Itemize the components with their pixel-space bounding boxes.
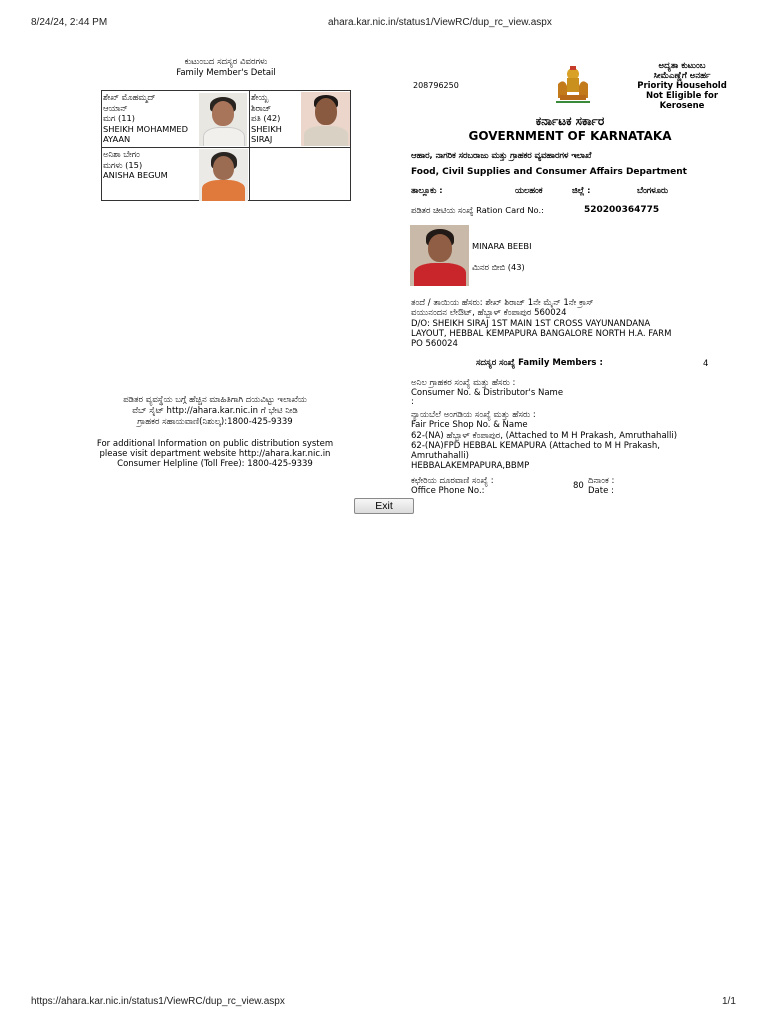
- fps-label-en: Fair Price Shop No. & Name: [411, 420, 528, 430]
- info-en-line1: For additional Information on public distribution system: [96, 439, 334, 449]
- head-name-kn: ಮಿನರ ಬೀಬಿ (43): [472, 262, 525, 272]
- ration-card-number: 520200364775: [584, 205, 660, 215]
- dept-kn: ಆಹಾರ, ನಾಗರಿಕ ಸರಬರಾಜು ಮತ್ತು ಗ್ರಾಹಕರ ವ್ಯವಹಾರಗಳ ಇಲಾಖೆ: [411, 150, 592, 160]
- ration-card-label: ಪಡಿತರ ಚೀಟಿಯ ಸಂಖ್ಯೆ Ration Card No.:: [411, 205, 544, 215]
- household-en1: Priority Household: [637, 81, 727, 91]
- address-en-line1: D/O: SHEIKH SIRAJ 1ST MAIN 1ST CROSS VAYUNANDANA: [411, 319, 651, 329]
- member-name-husband: ಶೇಯ್ಖ ಶಿರಾಜ್ ಪತಿ (42) SHEIKH SIRAJ: [251, 92, 282, 144]
- taluk-label: ತಾಲ್ಲೂಕು :: [411, 185, 443, 195]
- head-name-en: MINARA BEEBI: [472, 241, 532, 251]
- parent-name-kn: ತಂದೆ / ತಾಯಿಯ ಹೆಸರು: ಶೇಖ್ ಶಿರಾಜ್ 1ನೇ ಮೈನ್ 1ನೇ ಕ್ರಾಸ್: [411, 298, 594, 308]
- member-name-son: ಶೇಖ್ ಮೊಹಮ್ಮದ್ ಆಯಾನ್ ಮಗ (11) SHEIKH MOHAMMED AYAAN: [103, 92, 189, 144]
- fps-line4: HEBBALAKEMPAPURA,BBMP: [411, 461, 530, 471]
- family-title-kn: ಕುಟುಂಬದ ಸದಸ್ಯರ ವಿವರಗಳು: [184, 57, 268, 67]
- member-cell: [102, 91, 198, 147]
- gov-title-kn: ಕರ್ನಾಟಕ ಸರ್ಕಾರ: [535, 114, 605, 128]
- member-cell: [250, 91, 300, 147]
- office-phone-label-kn: ಕಛೇರಿಯ ದೂರವಾಣಿ ಸಂಖ್ಯೆ :: [411, 476, 494, 486]
- fps-line1: 62-(NA) ಹೆಬ್ಬಾಳ್ ಕೆಂಪಾಪುರ, (Attached to M H Prakash, Amruthahalli): [411, 431, 678, 441]
- consumer-label-en: Consumer No. & Distributor's Name: [411, 388, 564, 398]
- print-url: https://ahara.kar.nic.in/status1/ViewRC/dup_rc_view.aspx: [31, 996, 285, 1007]
- member-photo-son: [199, 93, 247, 146]
- household-en2: Not Eligible for: [645, 91, 719, 101]
- fps-label-kn: ನ್ಯಾಯಬೆಲೆ ಅಂಗಡಿಯ ಸಂಖ್ಯೆ ಮತ್ತು ಹೆಸರು :: [411, 410, 536, 420]
- info-en-line3: Consumer Helpline (Toll Free): 1800-425-9339: [117, 459, 313, 469]
- info-en-line2: please visit department website http://ahara.kar.nic.in: [99, 449, 331, 459]
- karnataka-emblem-icon: [552, 64, 594, 106]
- family-title-en: Family Member's Detail: [176, 68, 276, 78]
- print-page-number: 1/1: [722, 996, 736, 1007]
- fps-line3: Amruthahalli): [411, 451, 469, 461]
- dept-en: Food, Civil Supplies and Consumer Affairs Department: [411, 167, 687, 177]
- family-members-label: ಸದಸ್ಯರ ಸಂಖ್ಯೆ Family Members :: [476, 358, 603, 368]
- taluk-value: ಯಲಹಂಕ: [515, 185, 543, 195]
- date-label-kn: ದಿನಾಂಕ :: [588, 476, 615, 486]
- member-photo-husband: [301, 92, 350, 146]
- consumer-label-kn: ಅನಿಲ ಗ್ರಾಹಕರ ಸಂಖ್ಯೆ ಮತ್ತು ಹೆಸರು :: [411, 378, 516, 388]
- exit-button[interactable]: Exit: [354, 498, 414, 514]
- office-phone-label-en: Office Phone No.:: [411, 486, 485, 496]
- member-name-daughter: ಅನಿಶಾ ಬೇಗಂ ಮಗಳು (15) ANISHA BEGUM: [103, 149, 168, 180]
- gov-title-en: GOVERNMENT OF KARNATAKA: [468, 129, 672, 143]
- info-kn-line2: ವೆಬ್ ಸೈಟ್ http://ahara.kar.nic.in ಗೆ ಭೇಟಿ ನೀಡಿ: [132, 406, 298, 416]
- info-kn-line1: ಪಡಿತರ ವ್ಯವಸ್ಥೆಯ ಬಗ್ಗೆ ಹೆಚ್ಚಿನ ಮಾಹಿತಿಗಾಗಿ ದಯವಿಟ್ಟು ಇಲಾಖೆಯ: [123, 395, 307, 405]
- family-members-table: [101, 90, 351, 201]
- address-en-line2: LAYOUT, HEBBAL KEMPAPURA BANGALORE NORTH H.A. FARM: [411, 329, 672, 339]
- household-kn2: ಸೀಮೆಎಣ್ಣೆಗೆ ಅನರ್ಹ: [653, 71, 711, 81]
- fps-line2: 62-(NA)FPD HEBBAL KEMAPURA (Attached to M H Prakash,: [411, 441, 660, 451]
- household-en3: Kerosene: [659, 101, 705, 111]
- info-kn-line3: ಗ್ರಾಹಕರ ಸಹಾಯವಾಣಿ(ನಿಶುಲ್ಕ):1800-425-9339: [137, 417, 293, 427]
- print-page-title: ahara.kar.nic.in/status1/ViewRC/dup_rc_view.aspx: [328, 17, 552, 28]
- family-members-count: 4: [703, 359, 709, 369]
- head-of-family-photo: [410, 225, 469, 286]
- district-value: ಬೆಂಗಳೂರು: [637, 185, 668, 195]
- address-en-line3: PO 560024: [411, 339, 458, 349]
- consumer-value: :: [411, 397, 414, 407]
- card-code: 208796250: [413, 81, 459, 90]
- member-photo-daughter: [199, 149, 248, 201]
- date-label-en: Date :: [588, 486, 614, 496]
- household-kn1: ಅದ್ಯತಾ ಕುಟುಂಬ: [658, 61, 706, 71]
- member-cell: [102, 148, 198, 200]
- district-label: ಜಿಲ್ಲೆ :: [572, 185, 591, 195]
- print-datetime: 8/24/24, 2:44 PM: [31, 17, 108, 28]
- office-phone-value: 80: [573, 481, 584, 491]
- address-kn: ವಯುನಂದನ ಲೇಔಟ್, ಹೆಬ್ಬಾಳ್ ಕೆಂಪಾಪುರ 560024: [411, 308, 567, 318]
